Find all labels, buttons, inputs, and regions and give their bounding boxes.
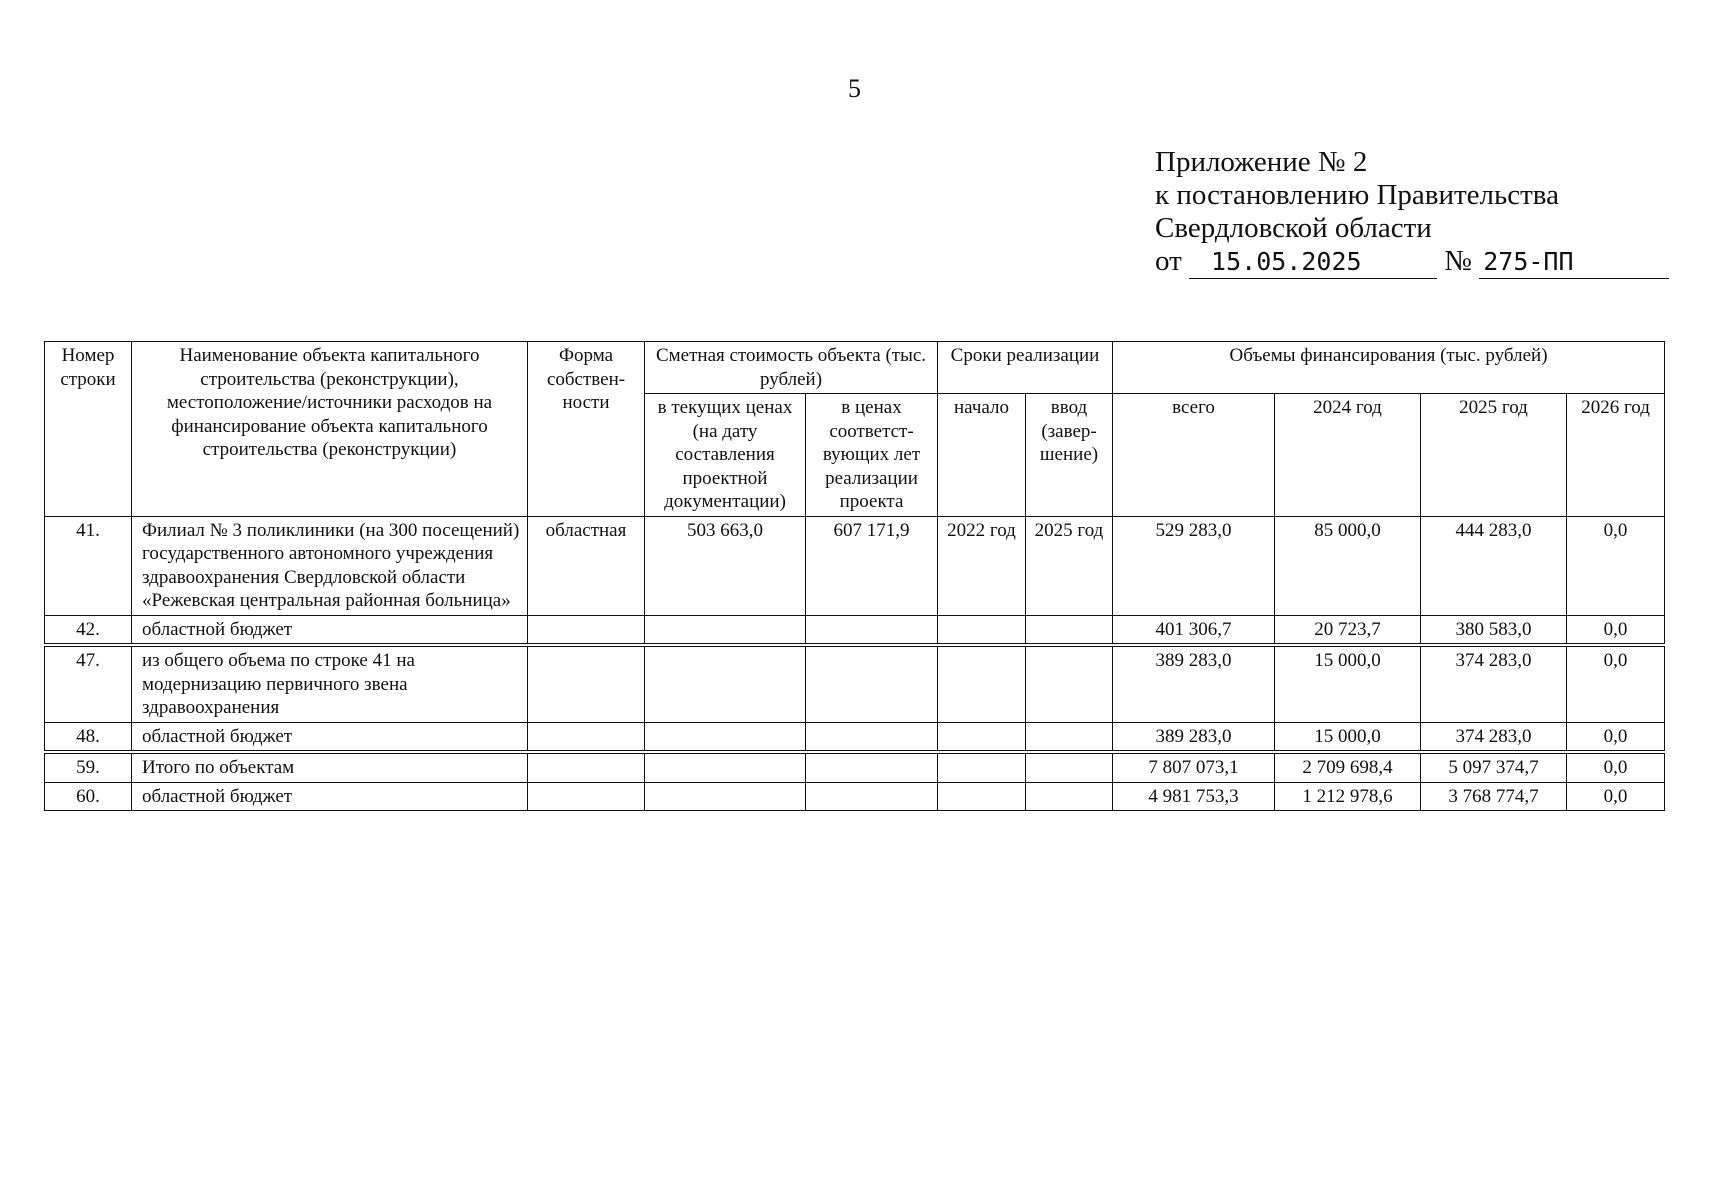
cell-y2024: 20 723,7 bbox=[1275, 615, 1421, 644]
cell-num: 59. bbox=[45, 754, 132, 783]
cell-cost-years: 607 171,9 bbox=[806, 516, 938, 615]
cell-y2025: 380 583,0 bbox=[1421, 615, 1567, 644]
document-date: 15.05.2025 bbox=[1189, 245, 1437, 279]
cell-cost-current bbox=[645, 615, 806, 644]
appendix-line3: Свердловской области bbox=[1155, 212, 1432, 244]
cell-cost-years bbox=[806, 782, 938, 811]
cell-cost-years bbox=[806, 615, 938, 644]
cell-y2026: 0,0 bbox=[1567, 754, 1665, 783]
cell-y2024: 85 000,0 bbox=[1275, 516, 1421, 615]
table-row bbox=[45, 782, 1665, 811]
cell-cost-current bbox=[645, 722, 806, 751]
cell-y2025: 444 283,0 bbox=[1421, 516, 1567, 615]
cell-num: 47. bbox=[45, 647, 132, 723]
header-2025: 2025 год bbox=[1421, 394, 1567, 517]
cell-cost-current bbox=[645, 754, 806, 783]
cell-cost-current: 503 663,0 bbox=[645, 516, 806, 615]
cell-y2026: 0,0 bbox=[1567, 647, 1665, 723]
cell-y2026: 0,0 bbox=[1567, 516, 1665, 615]
cell-start bbox=[938, 647, 1026, 723]
cell-y2024: 15 000,0 bbox=[1275, 647, 1421, 723]
cell-name: областной бюджет bbox=[132, 615, 528, 644]
cell-y2026: 0,0 bbox=[1567, 722, 1665, 751]
cell-name: из общего объема по строке 41 на модернизацию первичного звена здравоохранения bbox=[132, 647, 528, 723]
cell-y2025: 3 768 774,7 bbox=[1421, 782, 1567, 811]
cell-start: 2022 год bbox=[938, 516, 1026, 615]
cell-start bbox=[938, 782, 1026, 811]
cell-name: Итого по объектам bbox=[132, 754, 528, 783]
number-prefix: № bbox=[1444, 245, 1472, 277]
cell-num: 60. bbox=[45, 782, 132, 811]
cell-total: 529 283,0 bbox=[1113, 516, 1275, 615]
cell-total: 389 283,0 bbox=[1113, 647, 1275, 723]
appendix-title: Приложение № 2 bbox=[1155, 146, 1368, 178]
cell-end bbox=[1026, 647, 1113, 723]
cell-end: 2025 год bbox=[1026, 516, 1113, 615]
header-ownership: Форма собствен-ности bbox=[528, 342, 645, 517]
page-number: 5 bbox=[848, 74, 861, 103]
table-row bbox=[45, 754, 1665, 783]
cell-ownership: областная bbox=[528, 516, 645, 615]
cell-cost-years bbox=[806, 647, 938, 723]
appendix-date-line bbox=[1155, 245, 1669, 279]
cell-cost-years bbox=[806, 722, 938, 751]
header-end: ввод (завер-шение) bbox=[1026, 394, 1113, 517]
header-terms-group: Сроки реализации bbox=[938, 342, 1113, 394]
cell-total: 401 306,7 bbox=[1113, 615, 1275, 644]
table-body bbox=[45, 516, 1665, 811]
cell-total: 4 981 753,3 bbox=[1113, 782, 1275, 811]
header-row-number: Номер строки bbox=[45, 342, 132, 517]
header-cost-years: в ценах соответст-вующих лет реализации проекта bbox=[806, 394, 938, 517]
cell-start bbox=[938, 615, 1026, 644]
cell-ownership bbox=[528, 615, 645, 644]
cell-num: 41. bbox=[45, 516, 132, 615]
cell-name: областной бюджет bbox=[132, 782, 528, 811]
appendix-line2: к постановлению Правительства bbox=[1155, 179, 1559, 211]
header-2024: 2024 год bbox=[1275, 394, 1421, 517]
cell-y2026: 0,0 bbox=[1567, 615, 1665, 644]
header-name: Наименование объекта капитального строительства (реконструкции), местоположение/источники расходов на финансирование объекта капитального строительства (реконструкции) bbox=[132, 342, 528, 517]
cell-end bbox=[1026, 782, 1113, 811]
table-row bbox=[45, 516, 1665, 615]
header-cost-group: Сметная стоимость объекта (тыс. рублей) bbox=[645, 342, 938, 394]
cell-cost-current bbox=[645, 782, 806, 811]
document-number: 275-ПП bbox=[1479, 245, 1669, 279]
cell-total: 7 807 073,1 bbox=[1113, 754, 1275, 783]
cell-y2025: 374 283,0 bbox=[1421, 722, 1567, 751]
header-start: начало bbox=[938, 394, 1026, 517]
cell-start bbox=[938, 754, 1026, 783]
header-funding-group: Объемы финансирования (тыс. рублей) bbox=[1113, 342, 1665, 394]
cell-num: 48. bbox=[45, 722, 132, 751]
cell-num: 42. bbox=[45, 615, 132, 644]
cell-end bbox=[1026, 754, 1113, 783]
cell-ownership bbox=[528, 754, 645, 783]
cell-name: областной бюджет bbox=[132, 722, 528, 751]
header-2026: 2026 год bbox=[1567, 394, 1665, 517]
cell-y2024: 1 212 978,6 bbox=[1275, 782, 1421, 811]
cell-name: Филиал № 3 поликлиники (на 300 посещений) государственного автономного учреждения здравоохранения Свердловской области «Режевская центральная районная больница» bbox=[132, 516, 528, 615]
cell-end bbox=[1026, 615, 1113, 644]
cell-y2024: 2 709 698,4 bbox=[1275, 754, 1421, 783]
cell-total: 389 283,0 bbox=[1113, 722, 1275, 751]
table-row bbox=[45, 722, 1665, 751]
header-cost-current: в текущих ценах (на дату составления проектной документации) bbox=[645, 394, 806, 517]
cell-y2025: 374 283,0 bbox=[1421, 647, 1567, 723]
cell-ownership bbox=[528, 782, 645, 811]
cell-ownership bbox=[528, 722, 645, 751]
appendix-block bbox=[1155, 146, 1669, 279]
header-total: всего bbox=[1113, 394, 1275, 517]
table-row bbox=[45, 647, 1665, 723]
cell-cost-current bbox=[645, 647, 806, 723]
cell-cost-years bbox=[806, 754, 938, 783]
cell-y2026: 0,0 bbox=[1567, 782, 1665, 811]
table-row bbox=[45, 615, 1665, 644]
cell-start bbox=[938, 722, 1026, 751]
date-prefix: от bbox=[1155, 245, 1182, 277]
cell-y2025: 5 097 374,7 bbox=[1421, 754, 1567, 783]
financing-table bbox=[44, 341, 1664, 811]
cell-end bbox=[1026, 722, 1113, 751]
cell-y2024: 15 000,0 bbox=[1275, 722, 1421, 751]
cell-ownership bbox=[528, 647, 645, 723]
